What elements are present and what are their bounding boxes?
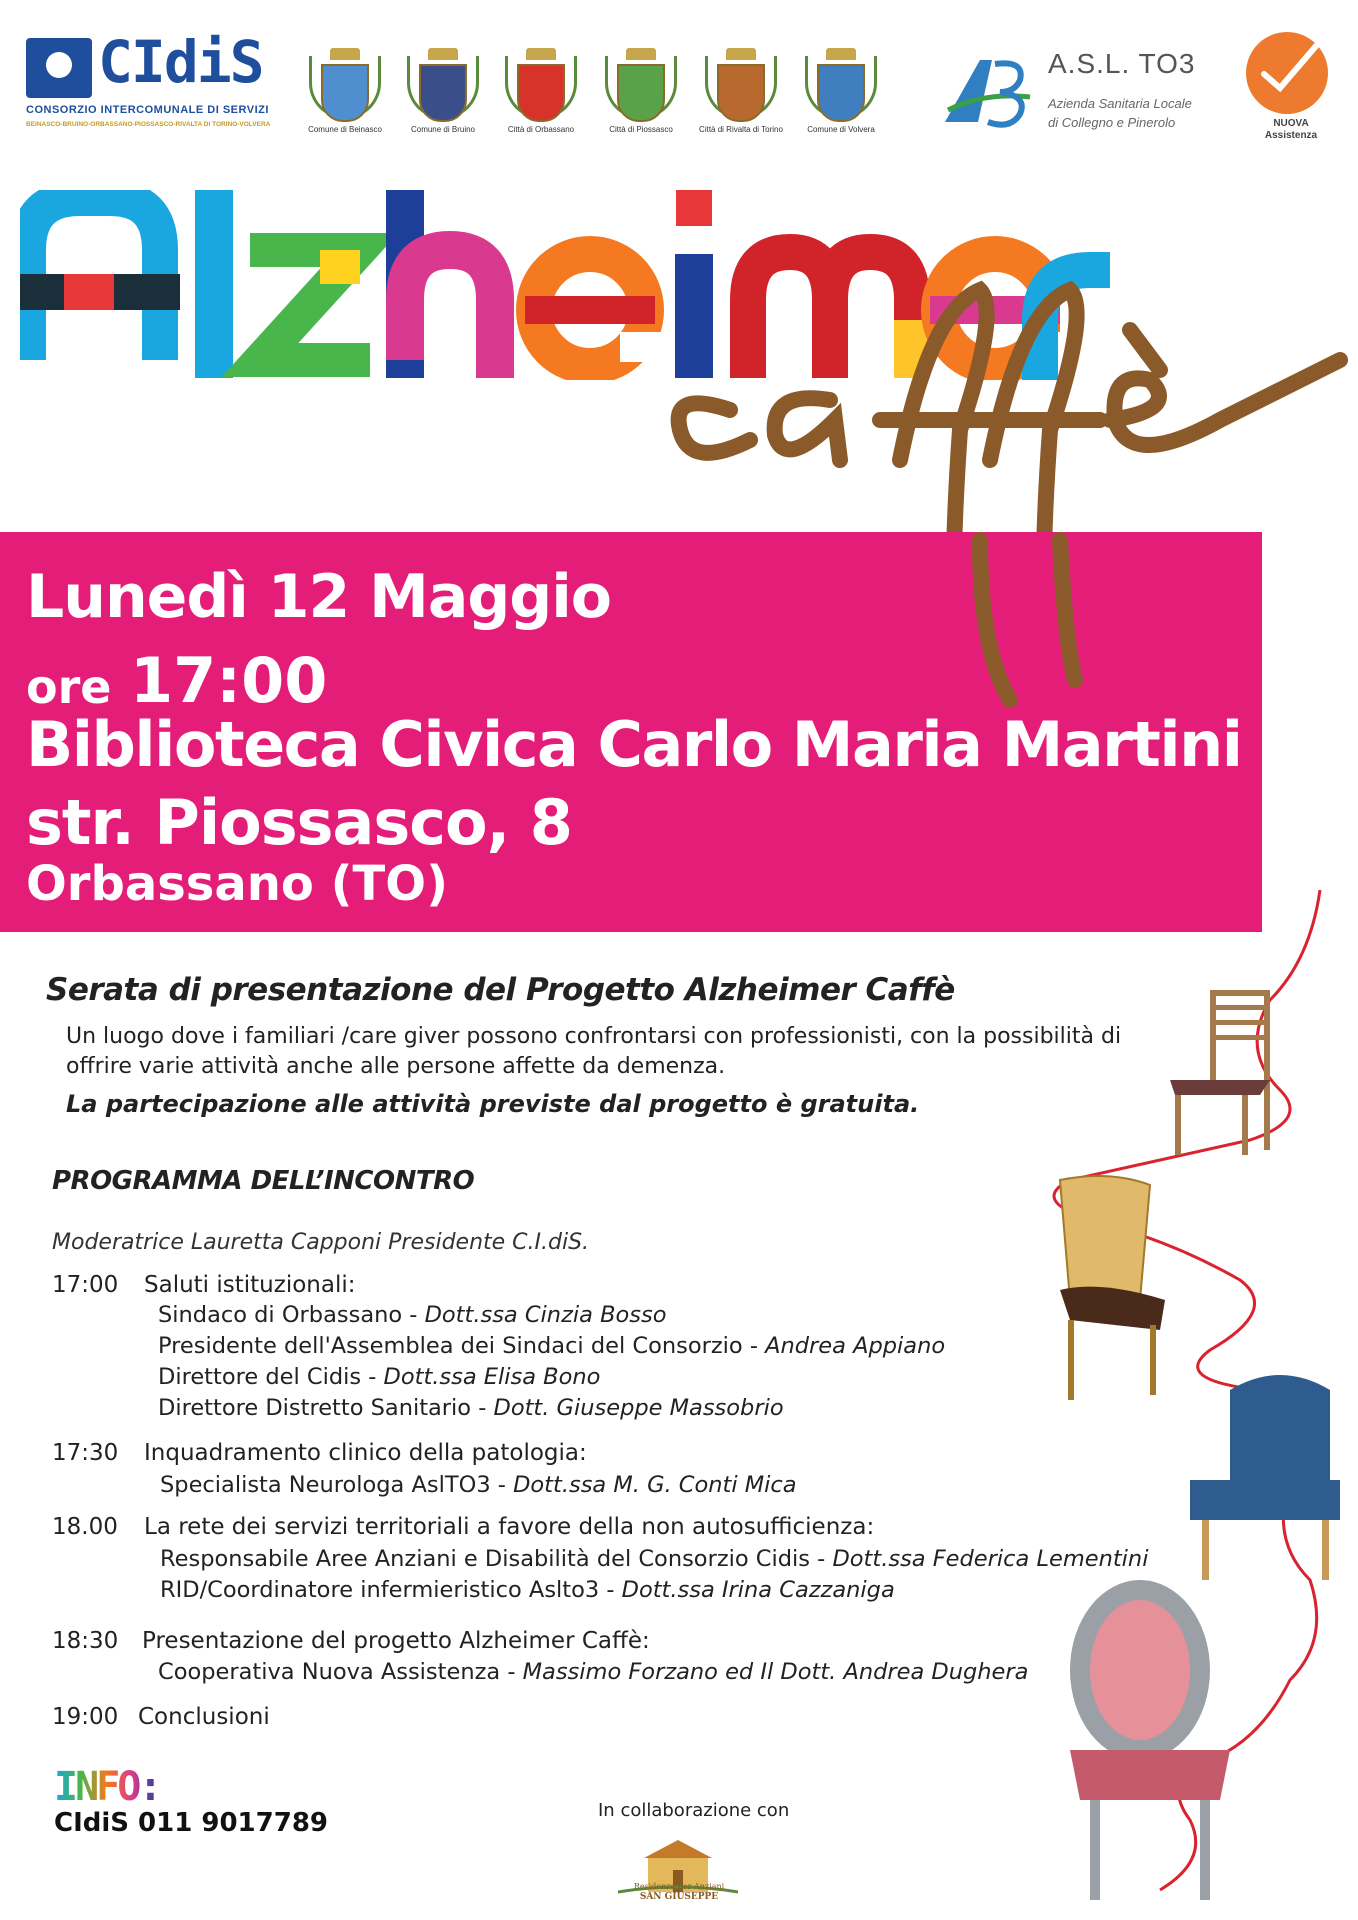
- cidis-logo: [26, 28, 271, 144]
- intro-subtitle: Serata di presentazione del Progetto Alzheimer Caffè: [46, 972, 955, 1008]
- speaker-role: RID/Coordinatore infermieristico Aslto3: [160, 1577, 600, 1603]
- partner-line2: SAN GIUSEPPE: [639, 1892, 719, 1902]
- crest-label: Comune di Volvera: [807, 125, 875, 134]
- crest-rivalta: [696, 38, 786, 148]
- program-title: La rete dei servizi territoriali a favore della non autosufficienza:: [144, 1514, 875, 1540]
- cidis-people-icon: [26, 38, 92, 98]
- crest-piossasco: [596, 38, 686, 148]
- cidis-subtitle: CONSORZIO INTERCOMUNALE DI SERVIZI: [26, 104, 269, 116]
- program-title: Saluti istituzionali:: [144, 1272, 356, 1298]
- nuova-line2: Assistenza: [1264, 130, 1318, 141]
- asl-sub-line1: Azienda Sanitaria Locale: [1048, 96, 1192, 111]
- speaker-sep: -: [500, 1659, 523, 1685]
- speaker: [158, 1395, 784, 1421]
- asl-sub-line2: di Collegno e Pinerolo: [1048, 115, 1176, 130]
- nuova-text: [1246, 118, 1336, 142]
- asl-subtitle: [1048, 94, 1192, 132]
- event-time-prefix: ore: [26, 660, 112, 714]
- speaker: [158, 1333, 945, 1359]
- speaker: [160, 1577, 895, 1603]
- blue-armchair-icon: [1190, 1375, 1340, 1580]
- event-venue: Biblioteca Civica Carlo Maria Martini: [26, 708, 1242, 781]
- crest-volvera: [796, 38, 886, 148]
- speaker-name: Dott.ssa Irina Cazzaniga: [621, 1577, 895, 1603]
- program-title: Conclusioni: [138, 1704, 270, 1730]
- speaker: [160, 1472, 797, 1498]
- program-time: 19:00: [52, 1704, 119, 1730]
- event-time: 17:00: [130, 644, 328, 717]
- speaker: [160, 1546, 1148, 1572]
- info-contact: CIdiS 011 9017789: [54, 1808, 329, 1838]
- chairs-illustration: [1010, 880, 1358, 1920]
- speaker-sep: -: [599, 1577, 622, 1603]
- partner-name: [604, 1882, 754, 1902]
- program-time: 18.00: [52, 1514, 118, 1540]
- speaker-name: Dott.ssa Federica Lementini: [832, 1546, 1149, 1572]
- asl-to3-logo: [940, 48, 1200, 138]
- speaker-sep: -: [402, 1302, 425, 1328]
- program-title: Presentazione del progetto Alzheimer Caffè:: [142, 1628, 650, 1654]
- crest-label: Città di Rivalta di Torino: [699, 125, 783, 134]
- crest-label: Città di Piossasco: [609, 125, 673, 134]
- program-item: [52, 1514, 1149, 1610]
- nuova-assistenza-logo: [1246, 32, 1330, 142]
- speaker-sep: -: [490, 1472, 514, 1498]
- cidis-name: CIdiS: [98, 28, 263, 96]
- asl-title: A.S.L. TO3: [1048, 48, 1196, 79]
- program-item: [52, 1440, 1102, 1504]
- collaboration-label: In collaborazione con: [598, 1800, 790, 1821]
- golden-chair-icon: [1060, 1176, 1165, 1400]
- wooden-chair-icon: [1170, 990, 1270, 1155]
- speaker-role: Direttore del Cidis: [158, 1364, 362, 1390]
- nuova-line1: NUOVA: [1273, 118, 1309, 129]
- program-item: [52, 1628, 1102, 1692]
- crest-orbassano: [496, 38, 586, 148]
- intro-description: Un luogo dove i familiari /care giver possono confrontarsi con professionisti, con la possibilità di offrire varie attività anche alle persone affette da demenza.: [66, 1024, 1122, 1079]
- program-time: 17:30: [52, 1440, 119, 1466]
- speaker-role: Specialista Neurologa AslTO3: [160, 1472, 491, 1498]
- crest-bruino: [398, 38, 488, 148]
- info-text: INFO:: [54, 1764, 160, 1810]
- speaker-sep: -: [471, 1395, 494, 1421]
- partner-line1: Residenza per Anziani: [633, 1882, 725, 1891]
- crest-label: Comune di Beinasco: [308, 125, 382, 134]
- event-city: Orbassano (TO): [26, 856, 449, 912]
- speaker-name: Dott. Giuseppe Massobrio: [493, 1395, 784, 1421]
- medallion-chair-icon: [1070, 1580, 1230, 1900]
- speaker: [158, 1659, 1028, 1685]
- program-time: 17:00: [52, 1272, 119, 1298]
- speaker-role: Presidente dell'Assemblea dei Sindaci del Consorzio: [158, 1333, 743, 1359]
- asl-emblem-icon: [940, 52, 1035, 132]
- speaker-name: Dott.ssa Elisa Bono: [383, 1364, 601, 1390]
- program-title: Inquadramento clinico della patologia:: [144, 1440, 587, 1466]
- speaker-name: Dott.ssa Cinzia Bosso: [424, 1302, 667, 1328]
- speaker-name: Dott.ssa M. G. Conti Mica: [513, 1472, 797, 1498]
- speaker-role: Responsabile Aree Anziani e Disabilità del Consorzio Cidis: [160, 1546, 811, 1572]
- free-participation-note: La partecipazione alle attività previste dal progetto è gratuita.: [66, 1090, 920, 1118]
- program-heading: PROGRAMMA DELL’INCONTRO: [52, 1166, 475, 1196]
- program-moderator: Moderatrice Lauretta Capponi Presidente C.I.diS.: [52, 1230, 590, 1255]
- speaker-name: Massimo Forzano ed Il Dott. Andrea Dughera: [522, 1659, 1029, 1685]
- event-date: Lunedì 12 Maggio: [26, 562, 612, 632]
- speaker-sep: -: [361, 1364, 384, 1390]
- caffe-tail-icon: [940, 530, 1140, 710]
- speaker: [158, 1302, 667, 1328]
- info-label: [54, 1764, 159, 1810]
- program-item: [52, 1704, 1102, 1738]
- speaker: [158, 1364, 600, 1390]
- speaker-sep: -: [742, 1333, 766, 1359]
- crest-label: Città di Orbassano: [507, 125, 575, 134]
- caffe-text: caffè: [660, 270, 663, 271]
- program-time: 18:30: [52, 1628, 119, 1654]
- speaker-name: Andrea Appiano: [765, 1333, 946, 1359]
- speaker-role: Cooperativa Nuova Assistenza: [158, 1659, 501, 1685]
- speaker-role: Direttore Distretto Sanitario: [158, 1395, 472, 1421]
- cidis-municipalities: BEINASCO-BRUINO-ORBASSANO-PIOSSASCO-RIVALTA DI TORINO-VOLVERA: [26, 121, 271, 128]
- speaker-role: Sindaco di Orbassano: [158, 1302, 403, 1328]
- event-street: str. Piossasco, 8: [26, 786, 572, 859]
- program-item: [52, 1272, 1102, 1422]
- check-icon: [1246, 32, 1328, 114]
- speaker-sep: -: [810, 1546, 833, 1572]
- crest-label: Comune di Bruino: [410, 125, 476, 134]
- crest-beinasco: [300, 38, 390, 148]
